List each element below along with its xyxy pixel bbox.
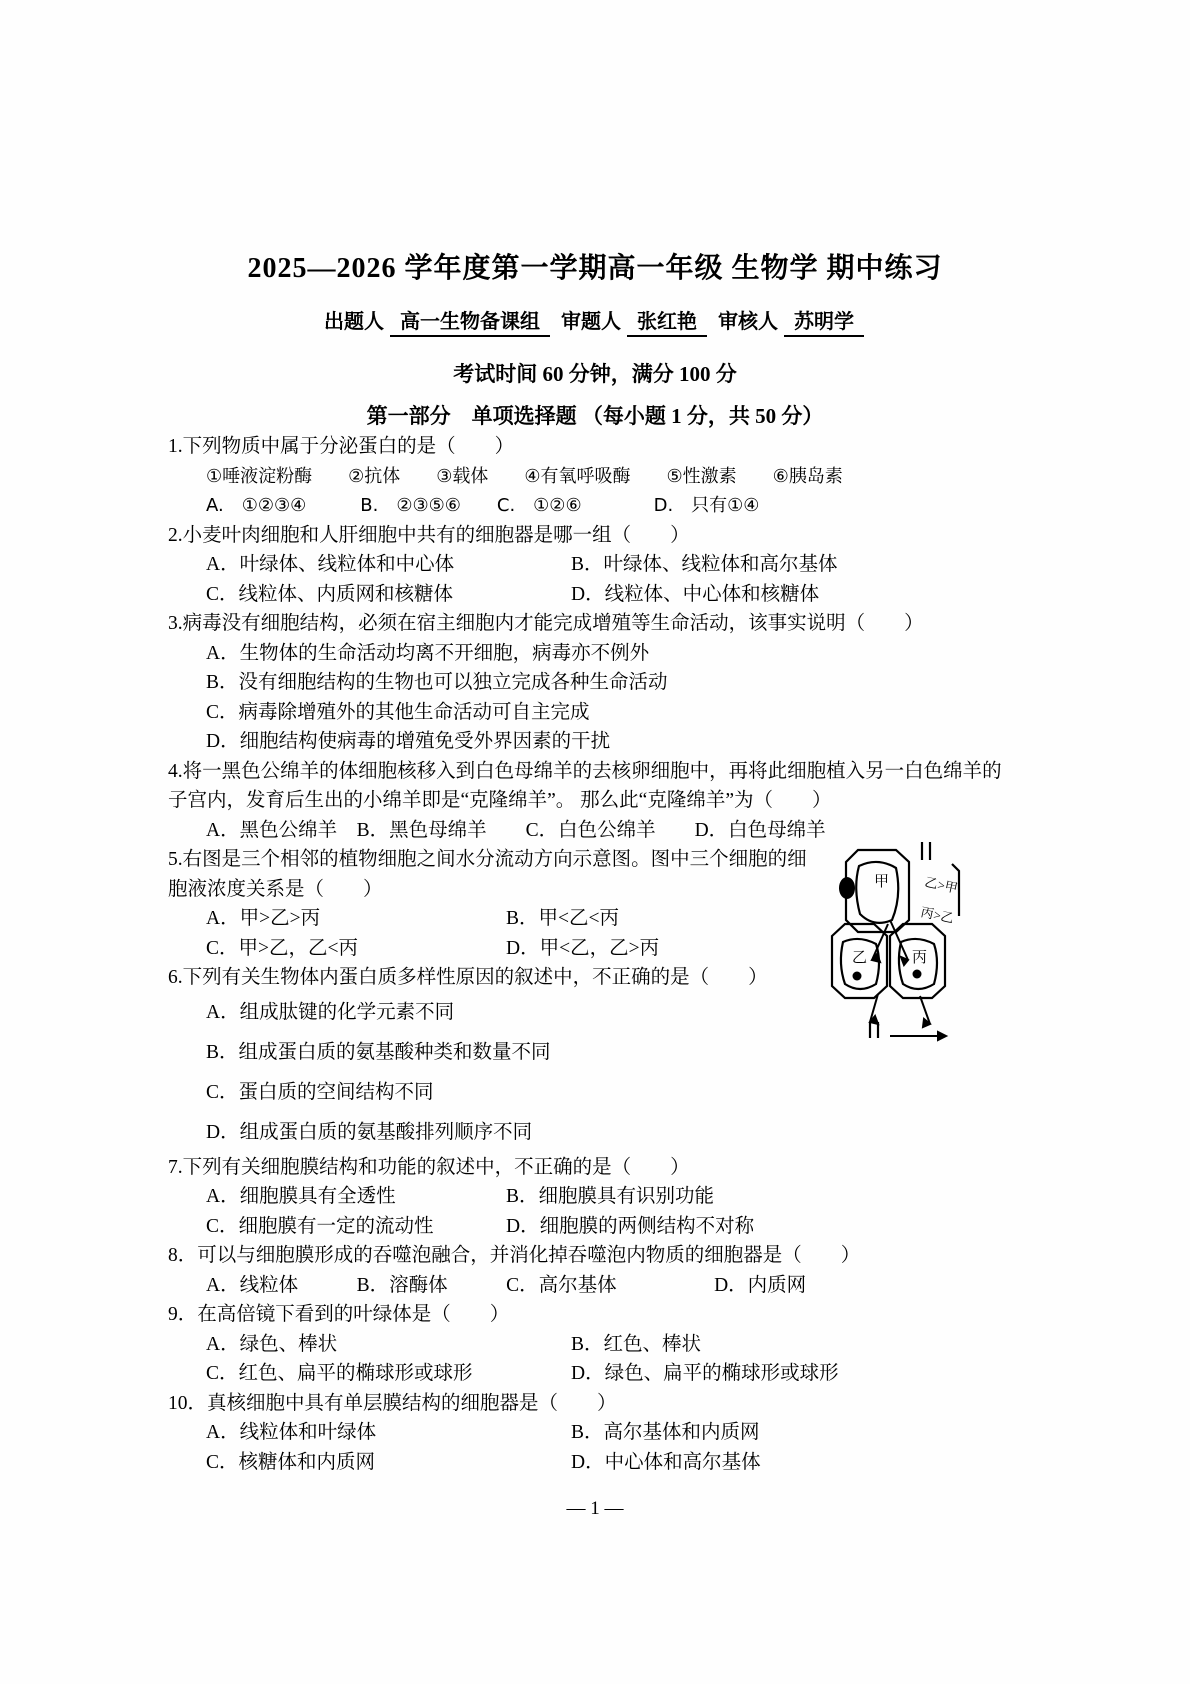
choice-d[interactable]: D．中心体和高尔基体 xyxy=(571,1451,761,1473)
question-choices-inline[interactable]: A．黑色公绵羊 B．黑色母绵羊 C．白色公绵羊 D．白色母绵羊 xyxy=(206,819,826,841)
question-3 xyxy=(168,609,1008,757)
page-title: 2025—2026 学年度第一学期高一年级 生物学 期中练习 xyxy=(247,253,943,284)
choice-a[interactable]: A．线粒体和叶绿体 xyxy=(206,1422,377,1443)
question-number: 1. xyxy=(168,436,183,457)
question-8 xyxy=(168,1241,1008,1300)
reviewer-value: 张红艳 xyxy=(627,305,707,337)
exam-meta: 考试时间 60 分钟，满分 100 分 xyxy=(453,362,737,386)
question-stem xyxy=(168,1389,1008,1419)
question-1 xyxy=(168,432,1008,521)
question-items: ①唾液淀粉酶 ②抗体 ③载体 ④有氧呼吸酶 ⑤性激素 ⑥胰岛素 xyxy=(206,465,843,487)
part-heading: 第一部分 单项选择题 （每小题 1 分，共 50 分） xyxy=(366,404,824,428)
choice-b[interactable]: B．组成蛋白质的氨基酸种类和数量不同 xyxy=(206,1041,551,1063)
question-text: 小麦叶肉细胞和人肝细胞中共有的细胞器是哪一组（ ） xyxy=(182,524,690,546)
question-number: 4. xyxy=(168,760,183,782)
question-text: 下列有关生物体内蛋白质多样性原因的叙述中，不正确的是（ ） xyxy=(182,967,768,988)
choice-c[interactable]: C．甲>乙，乙<丙 xyxy=(206,937,359,959)
question-text: 下列物质中属于分泌蛋白的是（ ） xyxy=(182,436,515,457)
choice-row xyxy=(206,550,1008,580)
figure-annotation-top: 乙>甲 xyxy=(923,874,960,896)
choice-row xyxy=(206,1330,1008,1360)
question-7 xyxy=(168,1153,1008,1242)
question-text: 真核细胞中具有单层膜结构的细胞器是（ ） xyxy=(207,1392,617,1414)
nucleus-dot xyxy=(853,972,862,981)
checker-value: 苏明学 xyxy=(784,305,864,337)
question-stem xyxy=(168,845,808,904)
question-5 xyxy=(168,845,808,963)
choice-d[interactable]: D．细胞结构使病毒的增殖免受外界因素的干扰 xyxy=(206,731,611,752)
cell-label-jia: 甲 xyxy=(874,874,890,890)
choice-c[interactable]: C．病毒除增殖外的其他生命活动可自主完成 xyxy=(206,701,590,723)
question-choices xyxy=(168,904,808,963)
choice-d[interactable]: D．细胞膜的两侧结构不对称 xyxy=(506,1215,755,1237)
question-number: 7. xyxy=(168,1156,183,1178)
choice-d[interactable]: D．线粒体、中心体和核糖体 xyxy=(571,583,820,605)
question-choices xyxy=(168,1182,1008,1241)
question-text: 右图是三个相邻的植物细胞之间水分流动方向示意图。图中三个细胞的细胞液浓度关系是（ ） xyxy=(168,849,807,900)
question-stem xyxy=(168,757,1008,816)
question-stem xyxy=(168,521,1008,551)
plant-cell-water-flow-figure xyxy=(812,824,962,1064)
question-stem xyxy=(168,609,1008,639)
question-number: 3. xyxy=(168,613,183,634)
cell-label-bing: 丙 xyxy=(912,950,928,966)
question-choices xyxy=(168,550,1008,609)
choice-a[interactable]: A．细胞膜具有全透性 xyxy=(206,1186,396,1207)
question-stem xyxy=(168,963,808,993)
page-number: — 1 — xyxy=(566,1498,624,1519)
question-choices xyxy=(168,1330,1008,1389)
nucleus-dot xyxy=(913,970,922,979)
question-text: 可以与细胞膜形成的吞噬泡融合，并消化掉吞噬泡内物质的细胞器是（ ） xyxy=(197,1245,861,1266)
choice-row xyxy=(206,1359,1008,1389)
question-text: 将一黑色公绵羊的体细胞核移入到白色母绵羊的去核卵细胞中，再将此细胞植入另一白色绵羊的子宫内，发育后生出的小绵羊即是“克隆绵羊”。 那么此“克隆绵羊”为（ ） xyxy=(168,760,1002,811)
question-stem xyxy=(168,1241,1008,1271)
question-text: 在高倍镜下看到的叶绿体是（ ） xyxy=(197,1304,510,1325)
choice-b[interactable]: B．叶绿体、线粒体和高尔基体 xyxy=(571,554,838,575)
question-text: 下列有关细胞膜结构和功能的叙述中，不正确的是（ ） xyxy=(182,1156,690,1178)
choice-d[interactable]: D．组成蛋白质的氨基酸排列顺序不同 xyxy=(206,1121,533,1143)
question-choices xyxy=(168,639,1008,757)
choice-b[interactable]: B．高尔基体和内质网 xyxy=(571,1422,760,1443)
question-stem xyxy=(168,432,1008,462)
choice-a[interactable]: A．生物体的生命活动均离不开细胞，病毒亦不例外 xyxy=(206,642,650,664)
question-stem xyxy=(168,1300,1008,1330)
choice-b[interactable]: B．没有细胞结构的生物也可以独立完成各种生命活动 xyxy=(206,672,668,693)
choice-row xyxy=(206,1212,1008,1242)
choice-row xyxy=(206,934,808,964)
question-number: 10． xyxy=(168,1392,208,1414)
question-number: 6. xyxy=(168,967,183,988)
reviewer-label: 审题人 xyxy=(561,311,621,333)
question-10 xyxy=(168,1389,1008,1478)
choice-b[interactable]: B．红色、棒状 xyxy=(571,1333,702,1355)
author-value: 高一生物备课组 xyxy=(390,305,550,337)
question-choices xyxy=(168,1418,1008,1477)
question-number: 9． xyxy=(168,1304,198,1325)
choice-b[interactable]: B．甲<乙<丙 xyxy=(506,908,620,929)
choice-c[interactable]: C．线粒体、内质网和核糖体 xyxy=(206,583,454,605)
question-9 xyxy=(168,1300,1008,1389)
checker-label: 审核人 xyxy=(718,311,778,333)
question-choices xyxy=(168,993,808,1153)
choice-row xyxy=(206,1182,1008,1212)
choice-a[interactable]: A．甲>乙>丙 xyxy=(206,908,321,929)
author-label: 出题人 xyxy=(324,311,384,333)
choice-a[interactable]: A．组成肽键的化学元素不同 xyxy=(206,1001,455,1023)
choice-c[interactable]: C．细胞膜有一定的流动性 xyxy=(206,1215,434,1237)
figure-annotation-bottom: 丙>乙 xyxy=(919,904,956,926)
question-choices-inline[interactable]: A. ①②③④ B. ②③⑤⑥ C. ①②⑥ D. 只有①④ xyxy=(206,495,760,516)
choice-b[interactable]: B．细胞膜具有识别功能 xyxy=(506,1186,715,1207)
question-2 xyxy=(168,521,1008,610)
question-number: 8． xyxy=(168,1245,198,1266)
question-6 xyxy=(168,963,808,1153)
choice-row xyxy=(206,1448,1008,1478)
choice-c[interactable]: C．红色、扁平的椭球形或球形 xyxy=(206,1363,473,1384)
authors-row xyxy=(0,305,1190,337)
choice-d[interactable]: D．甲<乙，乙>丙 xyxy=(506,937,660,959)
choice-row xyxy=(206,580,1008,610)
choice-row xyxy=(206,1418,1008,1448)
choice-d[interactable]: D．绿色、扁平的椭球形或球形 xyxy=(571,1363,839,1384)
question-text: 病毒没有细胞结构，必须在宿主细胞内才能完成增殖等生命活动，该事实说明（ ） xyxy=(182,613,924,634)
cell-label-yi: 乙 xyxy=(852,950,868,966)
question-number: 2. xyxy=(168,524,183,546)
question-choices-inline[interactable]: A．线粒体 B．溶酶体 C．高尔基体 D．内质网 xyxy=(206,1274,807,1296)
question-stem xyxy=(168,1153,1008,1183)
choice-a[interactable]: A．叶绿体、线粒体和中心体 xyxy=(206,554,455,575)
choice-c[interactable]: C．蛋白质的空间结构不同 xyxy=(206,1081,434,1103)
question-number: 5. xyxy=(168,849,183,870)
choice-a[interactable]: A．绿色、棒状 xyxy=(206,1333,338,1355)
nucleus-dot xyxy=(839,877,855,899)
choice-row xyxy=(206,904,808,934)
choice-c[interactable]: C．核糖体和内质网 xyxy=(206,1451,376,1473)
